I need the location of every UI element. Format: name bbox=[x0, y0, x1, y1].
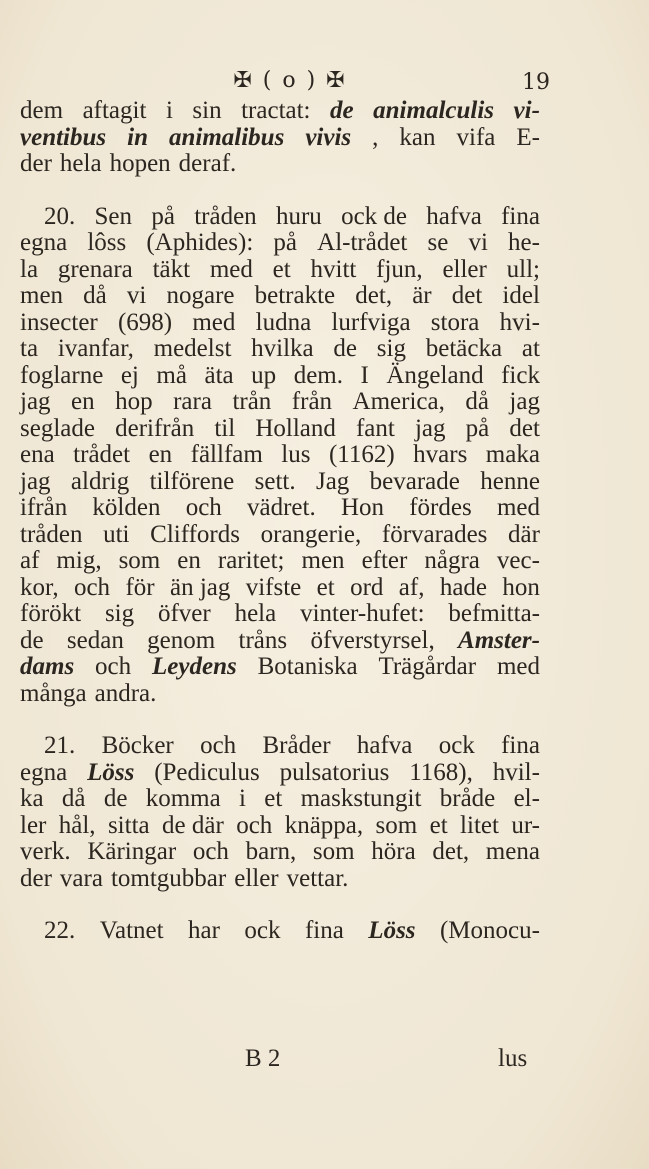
word: och bbox=[95, 653, 132, 680]
text-line bbox=[20, 363, 540, 390]
word: Trägårdar bbox=[378, 653, 477, 680]
word: sedan bbox=[66, 626, 124, 654]
word: mig, bbox=[56, 547, 102, 574]
word: nogare bbox=[166, 282, 235, 309]
word: några bbox=[424, 547, 480, 574]
word: medelst bbox=[153, 335, 232, 362]
word: lurfviga bbox=[331, 308, 411, 336]
word: hvi- bbox=[499, 308, 540, 336]
word: 22. bbox=[44, 917, 76, 944]
word: Vatnet bbox=[99, 917, 164, 944]
word: hon bbox=[502, 573, 540, 601]
word: och bbox=[236, 811, 273, 839]
word: verk. bbox=[20, 838, 71, 865]
word: sitta bbox=[107, 811, 150, 839]
italic-word: ventibus bbox=[20, 123, 107, 151]
word: se bbox=[427, 229, 449, 256]
word: vifste bbox=[245, 573, 302, 601]
text-line bbox=[20, 522, 540, 549]
word: vara bbox=[59, 864, 103, 892]
word: I bbox=[360, 361, 369, 389]
word: he- bbox=[508, 229, 540, 256]
word: tråns bbox=[238, 626, 288, 654]
word: Ängeland bbox=[386, 361, 484, 389]
word: må bbox=[156, 361, 187, 389]
word: , bbox=[372, 123, 379, 151]
page-number: 19 bbox=[522, 70, 550, 95]
word: knäppa, bbox=[284, 811, 364, 839]
word: en bbox=[71, 388, 95, 415]
text-line bbox=[20, 733, 540, 760]
word: och bbox=[185, 494, 222, 521]
word: en bbox=[177, 547, 201, 574]
word: fjun, bbox=[376, 255, 423, 283]
word: vinter-hufet: bbox=[300, 600, 425, 627]
word: är bbox=[412, 282, 432, 309]
word: mena bbox=[485, 838, 540, 865]
word: et bbox=[316, 573, 335, 601]
text-line bbox=[20, 469, 540, 496]
word: (Aphides): bbox=[146, 229, 254, 256]
word: maskstungit bbox=[300, 785, 422, 812]
word: vec- bbox=[496, 547, 540, 574]
text-line bbox=[20, 575, 540, 602]
word: vi bbox=[126, 282, 147, 309]
word: i bbox=[239, 785, 246, 812]
word: många bbox=[20, 679, 87, 707]
word: fördes bbox=[409, 494, 472, 521]
word: en bbox=[148, 441, 173, 468]
word: Jag bbox=[315, 467, 350, 495]
word: Käringar bbox=[87, 838, 177, 865]
word: hvitt bbox=[310, 255, 357, 283]
italic-word: in bbox=[127, 123, 148, 151]
word: som bbox=[118, 547, 161, 574]
word: förökt bbox=[20, 600, 82, 627]
italic-word: Löss bbox=[87, 758, 135, 786]
italic-word: vivis bbox=[305, 123, 352, 151]
word: barn, bbox=[245, 838, 297, 865]
word: 1168), bbox=[409, 758, 473, 786]
page-footer bbox=[0, 1045, 649, 1075]
word: (1162) bbox=[328, 441, 395, 468]
word: som bbox=[312, 838, 355, 865]
body-text bbox=[20, 98, 540, 945]
word: idel bbox=[502, 282, 540, 309]
word: sig bbox=[104, 600, 135, 627]
word: betrakte bbox=[254, 282, 336, 309]
catchword: lus bbox=[498, 1045, 528, 1072]
word: pulsatorius bbox=[279, 758, 390, 786]
word: huru bbox=[275, 202, 322, 230]
word: hela bbox=[234, 600, 277, 627]
word: med bbox=[209, 255, 253, 283]
word: lus bbox=[281, 441, 311, 468]
text-line bbox=[20, 442, 540, 469]
word: fina bbox=[501, 732, 540, 759]
text-line bbox=[20, 548, 540, 575]
word: til bbox=[214, 414, 236, 442]
word: vädret. bbox=[247, 494, 316, 521]
word: hela bbox=[59, 150, 102, 177]
word: vifa bbox=[456, 123, 496, 151]
word: Cliffords bbox=[150, 520, 240, 548]
word: egna bbox=[20, 758, 68, 786]
word: hop bbox=[115, 388, 153, 415]
word: Holland bbox=[255, 414, 336, 442]
word: efter bbox=[361, 547, 408, 574]
word: la bbox=[20, 255, 39, 283]
word: men bbox=[20, 282, 64, 309]
word: sett. bbox=[254, 467, 296, 495]
word: höra bbox=[371, 838, 416, 865]
word: insecter bbox=[20, 308, 98, 336]
text-line bbox=[20, 813, 540, 840]
word: det bbox=[451, 282, 483, 309]
italic-word: vi- bbox=[513, 97, 540, 124]
word: aldrig bbox=[70, 467, 130, 495]
word: at bbox=[521, 335, 540, 362]
paragraph-p21 bbox=[20, 733, 540, 892]
word: det bbox=[509, 414, 540, 442]
word: hafva bbox=[356, 732, 413, 759]
word: henne bbox=[480, 467, 540, 495]
word: ta bbox=[20, 335, 39, 362]
word: öfver bbox=[157, 600, 211, 627]
word: genom bbox=[147, 626, 216, 654]
word: Böcker bbox=[101, 732, 174, 759]
word: tractat: bbox=[241, 97, 311, 124]
word: hvilka bbox=[251, 335, 314, 362]
word: med bbox=[192, 308, 236, 336]
italic-word: animalibus bbox=[168, 123, 285, 151]
word: raritet; bbox=[217, 547, 285, 574]
word: vettar. bbox=[286, 864, 349, 892]
word: äta bbox=[204, 361, 234, 389]
word: täkt bbox=[152, 255, 191, 283]
word: där bbox=[508, 520, 540, 548]
text-line bbox=[20, 681, 540, 708]
word: Al-trådet bbox=[317, 229, 408, 256]
word: et bbox=[272, 255, 291, 283]
word: dem bbox=[20, 97, 64, 124]
word: bråde bbox=[439, 785, 496, 812]
text-line bbox=[20, 257, 540, 284]
word: då bbox=[61, 785, 86, 812]
word: befmitta- bbox=[448, 600, 540, 627]
word: då bbox=[83, 282, 107, 309]
word: ena bbox=[20, 441, 55, 468]
word: de där bbox=[162, 811, 224, 839]
text-line bbox=[20, 389, 540, 416]
word: ock bbox=[244, 917, 281, 944]
text-line bbox=[20, 866, 540, 893]
word: aftagit bbox=[82, 97, 147, 124]
word: det, bbox=[355, 282, 393, 309]
word: öfverstyrsel, bbox=[310, 626, 435, 654]
word: Botaniska bbox=[257, 653, 358, 680]
word: de bbox=[20, 626, 44, 654]
word: och bbox=[73, 573, 111, 601]
word: af bbox=[20, 547, 40, 574]
word: rara bbox=[173, 388, 212, 415]
word: jag bbox=[509, 388, 540, 415]
word: sig bbox=[376, 335, 406, 362]
paragraph-gap bbox=[20, 892, 540, 918]
word: då bbox=[465, 388, 489, 415]
word: fick bbox=[501, 361, 540, 389]
word: kan bbox=[399, 123, 436, 151]
word: har bbox=[188, 917, 220, 944]
word: bevarade bbox=[369, 467, 460, 495]
word: hopen bbox=[109, 150, 171, 177]
word: på bbox=[465, 414, 490, 442]
text-line bbox=[20, 839, 540, 866]
word: jag bbox=[20, 467, 51, 495]
text-line bbox=[20, 628, 540, 655]
word: de bbox=[103, 785, 128, 812]
text-line bbox=[20, 310, 540, 337]
text-line bbox=[20, 601, 540, 628]
word: fant bbox=[355, 414, 395, 442]
word: seglade bbox=[20, 414, 95, 442]
word: trån bbox=[232, 388, 272, 415]
word: fällfam bbox=[190, 441, 263, 468]
running-header bbox=[0, 68, 649, 98]
word: betäcka bbox=[425, 335, 503, 362]
word: deraf. bbox=[178, 150, 237, 177]
word: hafva bbox=[426, 202, 482, 230]
word: ull; bbox=[506, 255, 540, 283]
word: foglarne bbox=[20, 361, 104, 389]
word: lôss bbox=[87, 229, 127, 256]
word: af, bbox=[398, 573, 425, 601]
signature-mark: B 2 bbox=[245, 1045, 281, 1072]
word: sin bbox=[192, 97, 222, 124]
word: eller bbox=[442, 255, 487, 283]
word: hade bbox=[439, 573, 488, 601]
word: ur- bbox=[511, 811, 540, 839]
word: der bbox=[20, 864, 52, 892]
word: ock bbox=[438, 732, 475, 759]
word: hål, bbox=[58, 811, 96, 839]
italic-word: animalculis bbox=[373, 97, 495, 124]
text-line bbox=[20, 495, 540, 522]
word: än jag bbox=[169, 573, 231, 601]
word: dem. bbox=[293, 361, 343, 389]
text-line bbox=[20, 204, 540, 231]
text-line bbox=[20, 283, 540, 310]
italic-word: Löss bbox=[368, 917, 416, 944]
word: America, bbox=[352, 388, 445, 415]
text-line bbox=[20, 151, 540, 178]
word: orangerie, bbox=[260, 520, 362, 548]
word: 20. bbox=[44, 202, 76, 230]
word: som bbox=[375, 811, 418, 839]
word: maka bbox=[485, 441, 540, 468]
word: ludna bbox=[255, 308, 312, 336]
word: eller bbox=[234, 864, 279, 892]
word: tomtgubbar bbox=[110, 864, 227, 892]
word: ka bbox=[20, 785, 44, 812]
word: et bbox=[429, 811, 448, 839]
word: derifrån bbox=[115, 414, 195, 442]
word: Bråder bbox=[262, 732, 331, 759]
word: de bbox=[333, 335, 358, 362]
word: hvil- bbox=[492, 758, 540, 786]
text-line bbox=[20, 786, 540, 813]
word: jag bbox=[20, 388, 51, 415]
word: (Monocu- bbox=[439, 917, 540, 944]
word: kölden bbox=[92, 494, 161, 521]
word: ord bbox=[350, 573, 384, 601]
word: med bbox=[496, 494, 540, 521]
word: fina bbox=[501, 202, 540, 230]
word: på bbox=[151, 202, 175, 230]
word: fina bbox=[304, 917, 344, 944]
word: ler bbox=[20, 811, 47, 839]
word: för bbox=[125, 573, 155, 601]
word: litet bbox=[460, 811, 499, 839]
word: et bbox=[264, 785, 283, 812]
word: andra. bbox=[94, 679, 157, 707]
text-line bbox=[20, 654, 540, 681]
word: ifrån bbox=[20, 494, 68, 521]
word: förvarades bbox=[381, 520, 488, 548]
word: och bbox=[192, 838, 229, 865]
word: och bbox=[200, 732, 237, 759]
word: up bbox=[251, 361, 277, 389]
word: från bbox=[291, 388, 333, 415]
word: ivanfar, bbox=[57, 335, 134, 362]
word: tråden bbox=[194, 202, 257, 230]
word: Hon bbox=[340, 494, 385, 521]
word: på bbox=[273, 229, 298, 256]
word: hvars bbox=[413, 441, 468, 468]
word: tilförene bbox=[149, 467, 235, 495]
word: uti bbox=[103, 520, 130, 548]
word: E- bbox=[516, 123, 540, 151]
word: grenara bbox=[57, 255, 133, 283]
word: det, bbox=[432, 838, 470, 865]
text-line bbox=[20, 336, 540, 363]
word: ock de bbox=[341, 202, 408, 230]
text-line bbox=[20, 230, 540, 257]
word: stora bbox=[430, 308, 480, 336]
text-line bbox=[20, 918, 540, 945]
word: (698) bbox=[117, 308, 173, 336]
italic-word: dams bbox=[20, 653, 75, 680]
word: (Pediculus bbox=[154, 758, 260, 786]
word: komma bbox=[145, 785, 221, 812]
paragraph-gap bbox=[20, 707, 540, 733]
text-line bbox=[20, 125, 540, 152]
text-line bbox=[20, 416, 540, 443]
word: kor, bbox=[20, 573, 59, 601]
italic-word: Amster- bbox=[458, 626, 540, 654]
text-line bbox=[20, 760, 540, 787]
word: tråden bbox=[20, 520, 83, 548]
word: Sen bbox=[94, 202, 133, 230]
paragraph-gap bbox=[20, 178, 540, 204]
paragraph-p20 bbox=[20, 204, 540, 708]
word: el- bbox=[513, 785, 540, 812]
italic-word: Leydens bbox=[152, 653, 237, 680]
header-ornament: ✠ ( o ) ✠ bbox=[233, 68, 347, 93]
italic-word: de bbox=[330, 97, 354, 124]
word: med bbox=[496, 653, 540, 680]
word: jag bbox=[414, 414, 446, 442]
word: der bbox=[20, 150, 52, 177]
word: 21. bbox=[44, 732, 76, 759]
word: trådet bbox=[73, 441, 131, 468]
word: men bbox=[301, 547, 345, 574]
text-line bbox=[20, 98, 540, 125]
word: i bbox=[165, 97, 173, 124]
paragraph-p0 bbox=[20, 98, 540, 178]
word: vi bbox=[468, 229, 488, 256]
word: ej bbox=[120, 361, 139, 389]
word: egna bbox=[20, 229, 68, 256]
paragraph-p22 bbox=[20, 918, 540, 945]
